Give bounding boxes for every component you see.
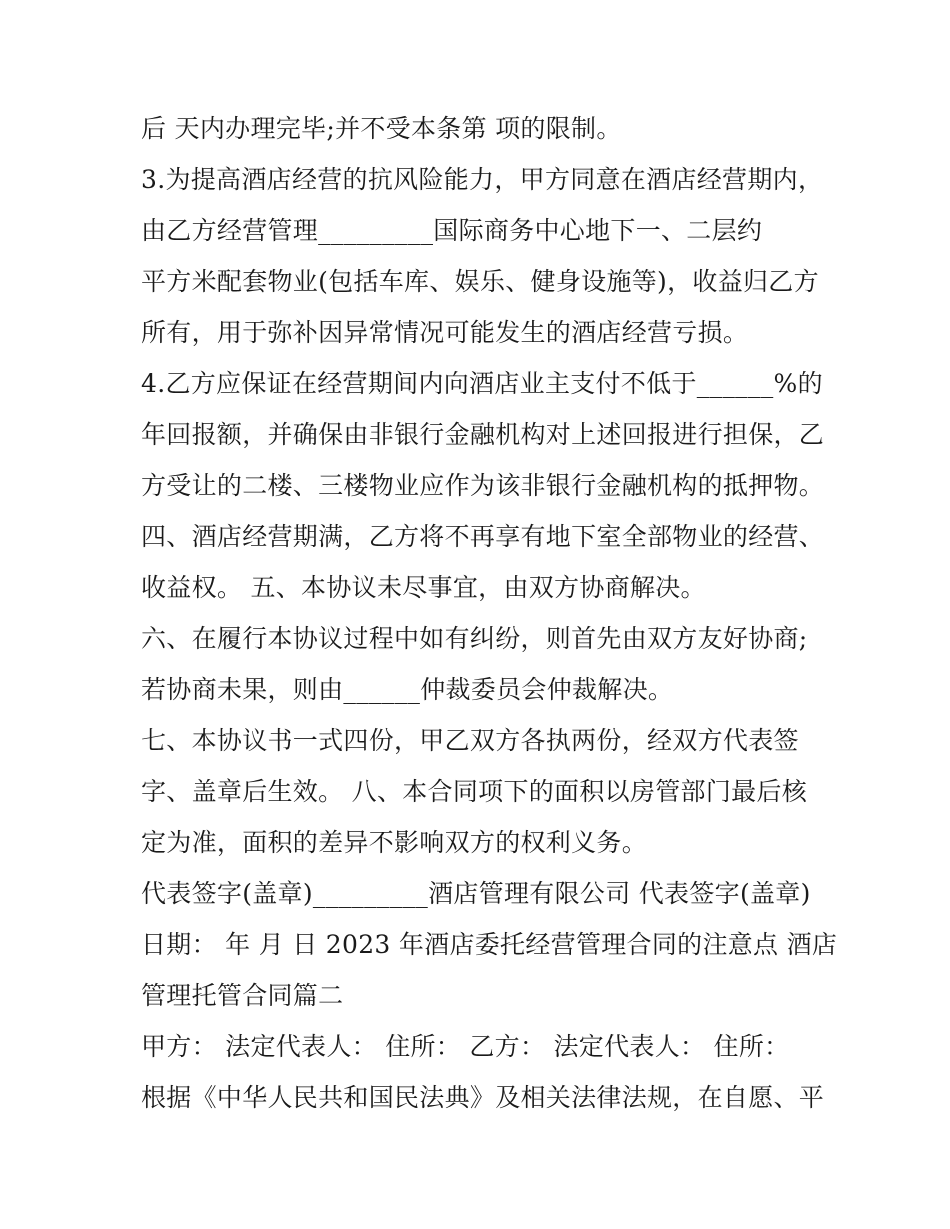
text-line: 甲方： 法定代表人： 住所： 乙方： 法定代表人： 住所： — [141, 1032, 790, 1061]
text-line: 所有，用于弥补因异常情况可能发生的酒店经营亏损。 — [141, 318, 749, 347]
text-line: 4.乙方应保证在经营期间内向酒店业主支付不低于______%的 — [141, 369, 823, 398]
text-line: 代表签字(盖章)_________酒店管理有限公司 代表签字(盖章) — [141, 879, 811, 908]
text-line: 后 天内办理完毕;并不受本条第 项的限制。 — [141, 114, 622, 143]
text-line: 四、酒店经营期满，乙方将不再享有地下室全部物业的经营、 — [141, 522, 825, 551]
text-line: 年回报额，并确保由非银行金融机构对上述回报进行担保，乙 — [141, 420, 825, 449]
text-line: 字、盖章后生效。 八、本合同项下的面积以房管部门最后核 — [141, 777, 808, 806]
text-line: 六、在履行本协议过程中如有纠纷，则首先由双方友好协商; — [141, 624, 808, 653]
text-line: 管理托管合同篇二 — [141, 981, 344, 1010]
text-line: 3.为提高酒店经营的抗风险能力，甲方同意在酒店经营期内， — [141, 165, 824, 194]
text-line: 日期： 年 月 日 2023 年酒店委托经营管理合同的注意点 酒店 — [141, 930, 838, 959]
text-line: 平方米配套物业(包括车库、娱乐、健身设施等)，收益归乙方 — [141, 267, 819, 296]
text-line: 收益权。 五、本协议未尽事宜，由双方协商解决。 — [141, 573, 706, 602]
text-line: 定为准，面积的差异不影响双方的权利义务。 — [141, 828, 648, 857]
text-line: 若协商未果，则由______仲裁委员会仲裁解决。 — [141, 675, 674, 704]
text-line: 根据《中华人民共和国民法典》及相关法律法规，在自愿、平 — [141, 1083, 825, 1112]
text-line: 方受让的二楼、三楼物业应作为该非银行金融机构的抵押物。 — [141, 471, 825, 500]
text-line: 七、本协议书一式四份，甲乙双方各执两份，经双方代表签 — [141, 726, 799, 755]
text-line: 由乙方经营管理_________国际商务中心地下一、二层约 — [141, 216, 763, 245]
